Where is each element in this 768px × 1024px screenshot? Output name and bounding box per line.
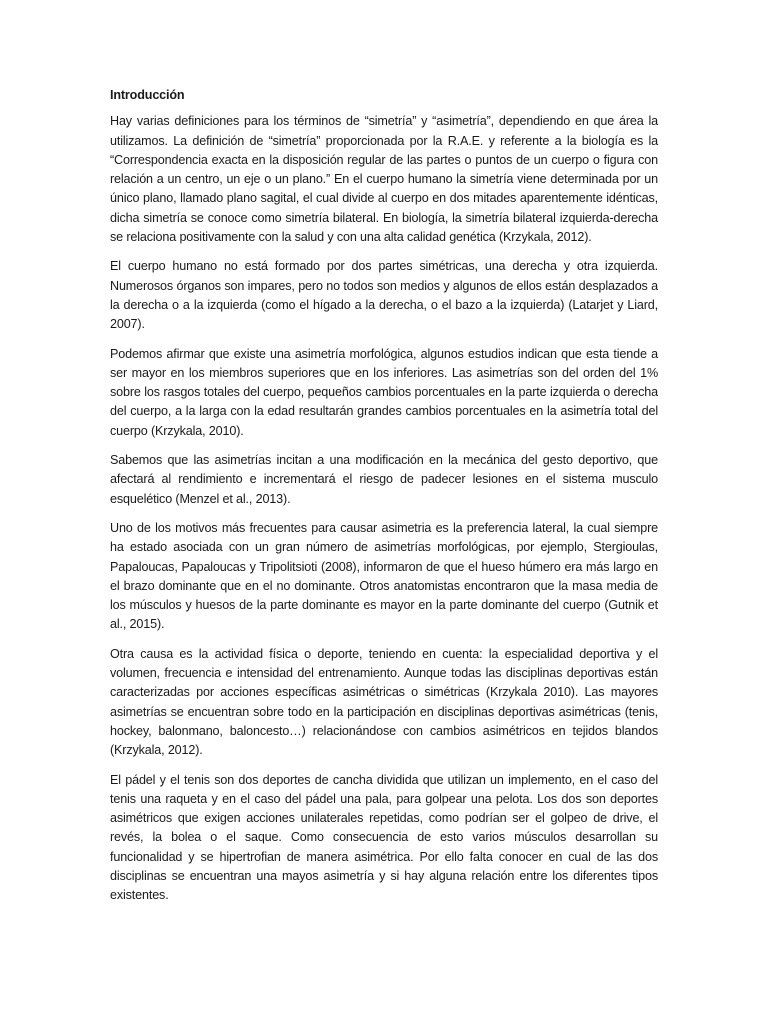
section-heading: Introducción — [110, 88, 185, 102]
paragraph-5: Uno de los motivos más frecuentes para causar asimetria es la preferencia lateral, la cual siempre ha estado asociada con un gran número de asimetrías morfológicas, por ejemplo, Stergioulas, Papaloucas, Papaloucas y Tripolitsioti (2008), informaron de que el hueso húmero era más largo en el brazo dominante que en el no dominante. Otros anatomistas encontraron que la masa media de los músculos y huesos de la parte dominante es mayor en la parte dominante del cuerpo (Gutnik et al., 2015). — [110, 520, 658, 632]
document-body — [110, 86, 658, 916]
paragraph-3: Podemos afirmar que existe una asimetría morfológica, algunos estudios indican que esta tiende a ser mayor en los miembros superiores que en los inferiores. Las asimetrías son del orden del 1% sobre los rasgos totales del cuerpo, pequeños cambios porcentuales en la parte izquierda o derecha del cuerpo, a la larga con la edad resultarán grandes cambios porcentuales en la asimetría total del cuerpo (Krzykala, 2010). — [110, 346, 658, 438]
paragraph-1: Hay varias definiciones para los términos de “simetría” y “asimetría”, dependiendo en que área la utilizamos. La definición de “simetría” proporcionada por la R.A.E. y referente a la biología es la “Correspondencia exacta en la disposición regular de las partes o puntos de un cuerpo o figura con relación a un centro, un eje o un plano.” En el cuerpo humano la simetría viene determinada por un único plano, llamado plano sagital, el cual divide al cuerpo en dos mitades aparentemente idénticas, dicha simetría se conoce como simetría bilateral. En biología, la simetría bilateral izquierda-derecha se relaciona positivamente con la salud y con una alta calidad genética (Krzykala, 2012). — [110, 114, 658, 245]
paragraph-4: Sabemos que las asimetrías incitan a una modificación en la mecánica del gesto deportivo, que afectará al rendimiento e incrementará el riesgo de padecer lesiones en el sistema musculo esquelético (Menzel et al., 2013). — [110, 453, 658, 506]
paragraph-2: El cuerpo humano no está formado por dos partes simétricas, una derecha y otra izquierda. Numerosos órganos son impares, pero no todos son medios y algunos de ellos están desplazados a la derecha o a la izquierda (como el hígado a la derecha, o el bazo a la izquierda) (Latarjet y Liard, 2007). — [110, 259, 658, 332]
paragraph-6: Otra causa es la actividad física o deporte, teniendo en cuenta: la especialidad deportiva y el volumen, frecuencia e intensidad del entrenamiento. Aunque todas las disciplinas deportivas están caracterizadas por acciones específicas asimétricas o simétricas (Krzykala 2010). Las mayores asimetrías se encuentran sobre todo en la participación en disciplinas deportivas asimétricas (tenis, hockey, balonmano, baloncesto…) relacionándose con cambios asimétricos en tejidos blandos (Krzykala, 2012). — [110, 646, 658, 758]
paragraph-7: El pádel y el tenis son dos deportes de cancha dividida que utilizan un implemento, en el caso del tenis una raqueta y en el caso del pádel una pala, para golpear una pelota. Los dos son deportes asimétricos que exigen acciones unilaterales repetidas, como podrían ser el golpeo de drive, el revés, la bolea o el saque. Como consecuencia de esto varios músculos desarrollan su funcionalidad y se hipertrofian de manera asimétrica. Por ello falta conocer en cual de las dos disciplinas se encuentran una mayos asimetría y si hay alguna relación entre los diferentes tipos existentes. — [110, 772, 658, 903]
